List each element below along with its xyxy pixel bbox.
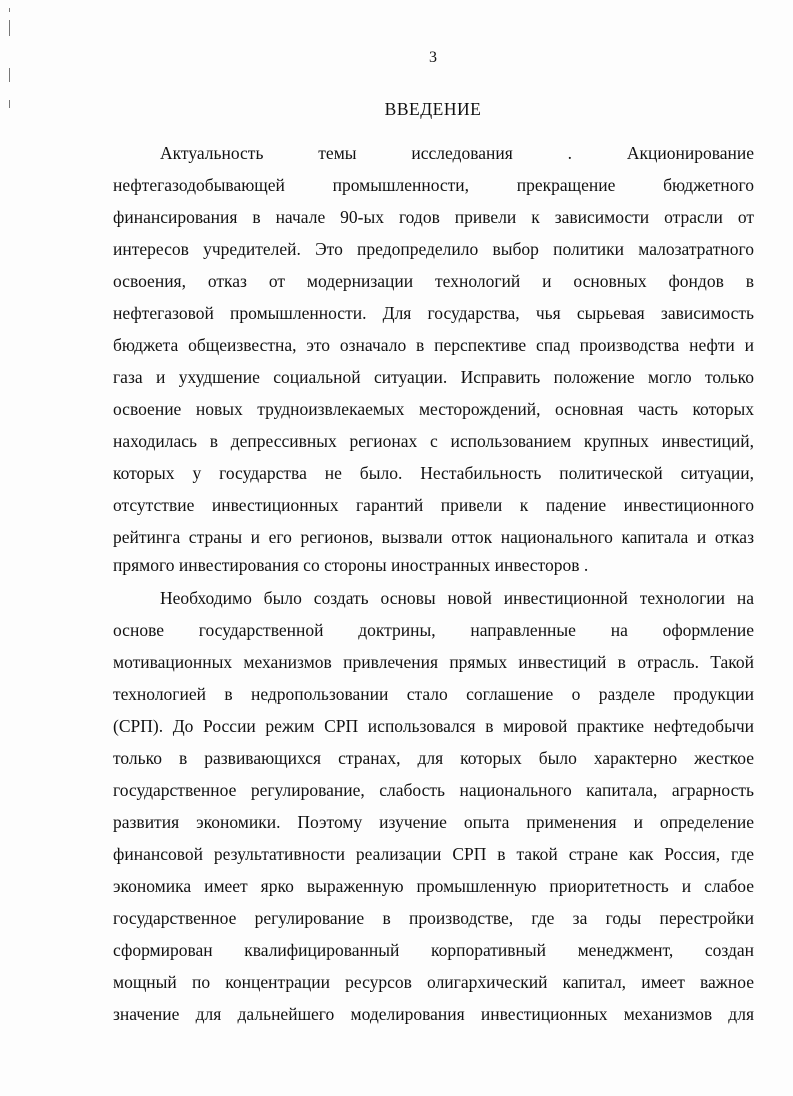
text-line: развития экономики. Поэтому изучение опыта применения и определение	[113, 812, 754, 832]
scan-mark	[9, 8, 10, 12]
text-line: которых у государства не было. Нестабильность политической ситуации,	[113, 463, 754, 483]
text-line: нефтегазодобывающей промышленности, прекращение бюджетного	[113, 175, 754, 195]
text-line: (СРП). До России режим СРП использовался в мировой практике нефтедобычи	[113, 716, 754, 736]
text-line: интересов учредителей. Это предопределило выбор политики малозатратного	[113, 239, 754, 259]
text-line: мощный по концентрации ресурсов олигархический капитал, имеет важное	[113, 972, 754, 992]
text-line: прямого инвестирования со стороны иностранных инвесторов .	[113, 555, 589, 575]
text-line: государственное регулирование в производстве, где за годы перестройки	[113, 908, 754, 928]
text-line: только в развивающихся странах, для которых было характерно жесткое	[113, 748, 754, 768]
scan-mark	[9, 20, 10, 36]
text-line: финансовой результативности реализации СРП в такой стране как Россия, где	[113, 844, 754, 864]
text-line: находилась в депрессивных регионах с использованием крупных инвестиций,	[113, 431, 754, 451]
text-line: освоение новых трудноизвлекаемых месторождений, основная часть которых	[113, 399, 754, 419]
page-number: 3	[429, 49, 437, 66]
text-line: мотивационных механизмов привлечения прямых инвестиций в отрасль. Такой	[113, 652, 754, 672]
text-line: сформирован квалифицированный корпоративный менеджмент, создан	[113, 940, 754, 960]
page-heading: ВВЕДЕНИЕ	[384, 99, 482, 119]
text-line: отсутствие инвестиционных гарантий привели к падение инвестиционного	[113, 495, 754, 515]
text-line: нефтегазовой промышленности. Для государства, чья сырьевая зависимость	[113, 303, 754, 323]
text-line: технологией в недропользовании стало соглашение о разделе продукции	[113, 684, 754, 704]
text-line: финансирования в начале 90-ых годов привели к зависимости отрасли от	[113, 207, 754, 227]
text-line: бюджета общеизвестна, это означало в перспективе спад производства нефти и	[113, 335, 754, 355]
text-line: государственное регулирование, слабость национального капитала, аграрность	[113, 780, 754, 800]
text-line: экономика имеет ярко выраженную промышленную приоритетность и слабое	[113, 876, 754, 896]
text-line: освоения, отказ от модернизации технологий и основных фондов в	[113, 271, 754, 291]
text-line: Актуальность темы исследования . Акционирование	[160, 143, 754, 163]
text-line: Необходимо было создать основы новой инвестиционной технологии на	[160, 588, 754, 608]
text-line: значение для дальнейшего моделирования инвестиционных механизмов для	[113, 1004, 754, 1024]
text-line: основе государственной доктрины, направленные на оформление	[113, 620, 754, 640]
text-line: газа и ухудшение социальной ситуации. Исправить положение могло только	[113, 367, 754, 387]
text-line: рейтинга страны и его регионов, вызвали отток национального капитала и отказ	[113, 527, 754, 547]
scan-mark	[9, 68, 10, 82]
